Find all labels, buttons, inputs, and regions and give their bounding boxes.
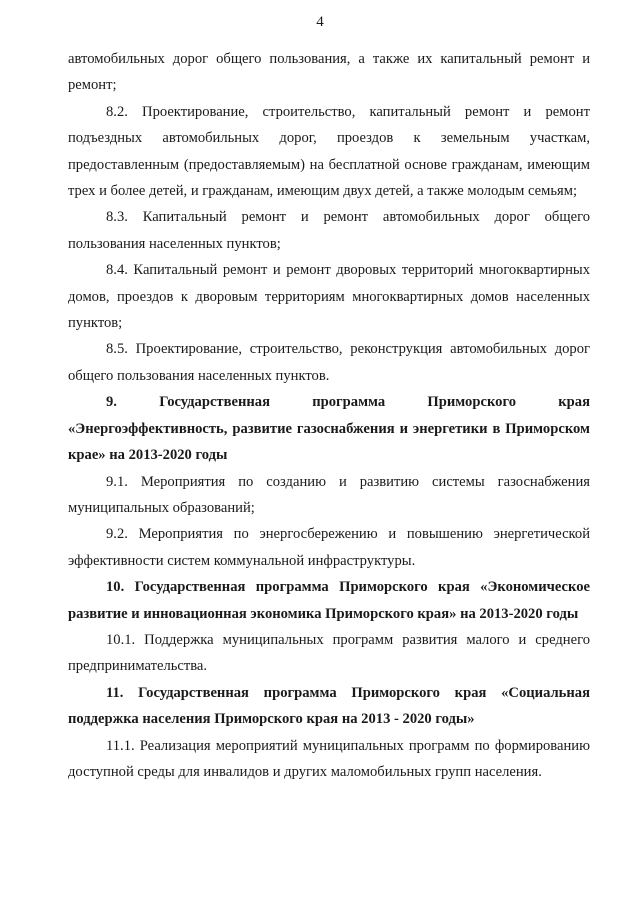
section-heading-10: 10. Государственная программа Приморского края «Экономическое развитие и инновационная экономика Приморского края» на 2013-2020 годы: [68, 579, 590, 622]
section-heading-9: 9. Государственная программа Приморского края «Энергоэффективность, развитие газоснабжения и энергетики в Приморском крае» на 2013-2020 годы: [68, 394, 590, 464]
paragraph-8-4: 8.4. Капитальный ремонт и ремонт дворовых территорий многоквартирных домов, проездов к дворовым территориям многоквартирных домов населенных пунктов;: [68, 262, 590, 332]
paragraph-road-repair-continuation: автомобильных дорог общего пользования, а также их капитальный ремонт и ремонт;: [68, 51, 590, 94]
page-number: 4: [316, 14, 324, 30]
paragraph-11-1: 11.1. Реализация мероприятий муниципальных программ по формированию доступной среды для инвалидов и других маломобильных групп населения.: [68, 737, 590, 780]
section-heading-11: 11. Государственная программа Приморского края «Социальная поддержка населения Приморского края на 2013 - 2020 годы»: [68, 684, 590, 728]
document-body: [68, 46, 590, 785]
paragraph-9-2: 9.2. Мероприятия по энергосбережению и повышению энергетической эффективности систем коммунальной инфраструктуры.: [68, 526, 590, 569]
paragraph-8-2: 8.2. Проектирование, строительство, капитальный ремонт и ремонт подъездных автомобильных дорог, проездов к земельным участкам, предоставленным (предоставляемым) на бесплатной основе гражданам, имеющим трех и более детей, и гражданам, имеющим двух детей, а также молодым семьям;: [68, 103, 590, 200]
paragraph-10-1: 10.1. Поддержка муниципальных программ развития малого и среднего предпринимательства.: [68, 631, 590, 675]
paragraph-8-3: 8.3. Капитальный ремонт и ремонт автомобильных дорог общего пользования населенных пунктов;: [68, 209, 590, 252]
paragraph-9-1: 9.1. Мероприятия по созданию и развитию системы газоснабжения муниципальных образований;: [68, 473, 590, 516]
paragraph-8-5: 8.5. Проектирование, строительство, реконструкция автомобильных дорог общего пользования населенных пунктов.: [68, 341, 590, 384]
